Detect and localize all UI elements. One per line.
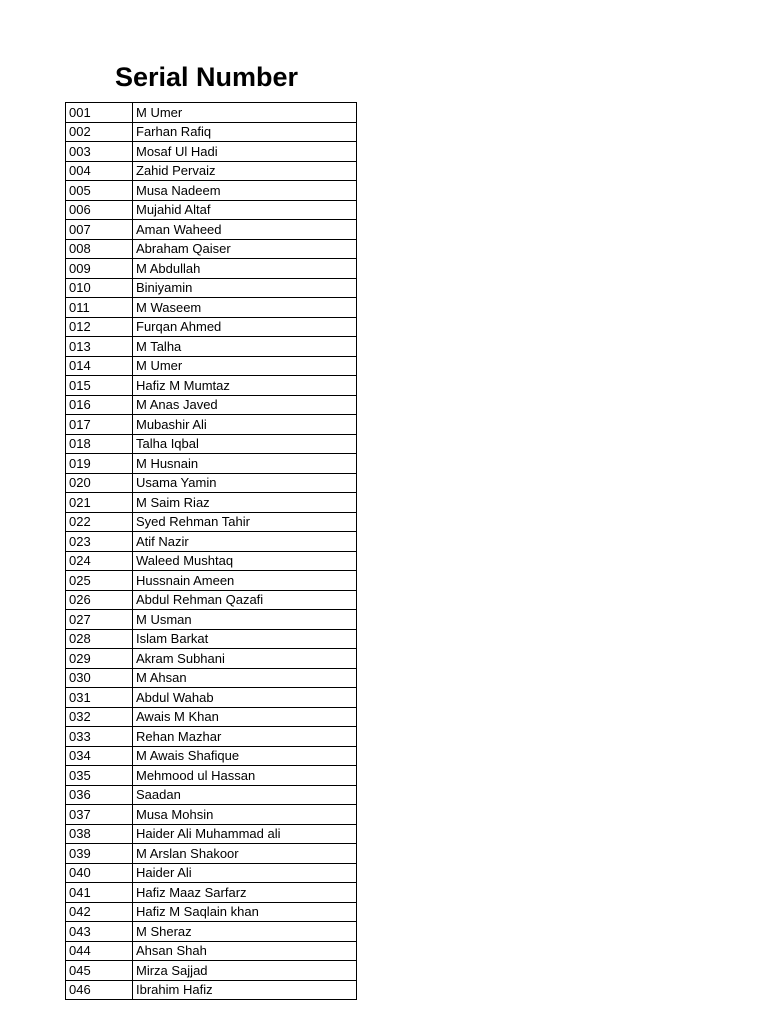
table-row (66, 551, 357, 571)
table-row (66, 571, 357, 591)
person-name-cell: Atif Nazir (133, 532, 357, 552)
table-row (66, 493, 357, 513)
person-name-cell: Hussnain Ameen (133, 571, 357, 591)
table-row (66, 961, 357, 981)
person-name-cell: Usama Yamin (133, 473, 357, 493)
serial-number-cell: 034 (66, 746, 133, 766)
person-name-cell: Haider Ali Muhammad ali (133, 824, 357, 844)
serial-number-cell: 001 (66, 103, 133, 123)
serial-number-cell: 030 (66, 668, 133, 688)
table-row (66, 239, 357, 259)
table-row (66, 298, 357, 318)
person-name-cell: M Sheraz (133, 922, 357, 942)
person-name-cell: Awais M Khan (133, 707, 357, 727)
person-name-cell: M Ahsan (133, 668, 357, 688)
serial-number-cell: 002 (66, 122, 133, 142)
serial-number-cell: 008 (66, 239, 133, 259)
serial-number-cell: 046 (66, 980, 133, 1000)
person-name-cell: Islam Barkat (133, 629, 357, 649)
person-name-cell: M Abdullah (133, 259, 357, 279)
table-row (66, 707, 357, 727)
serial-number-cell: 009 (66, 259, 133, 279)
person-name-cell: M Usman (133, 610, 357, 630)
person-name-cell: Akram Subhani (133, 649, 357, 669)
serial-number-cell: 015 (66, 376, 133, 396)
table-row (66, 278, 357, 298)
table-row (66, 161, 357, 181)
person-name-cell: Mosaf Ul Hadi (133, 142, 357, 162)
table-row (66, 766, 357, 786)
serial-number-cell: 024 (66, 551, 133, 571)
serial-number-cell: 041 (66, 883, 133, 903)
person-name-cell: M Saim Riaz (133, 493, 357, 513)
serial-number-cell: 025 (66, 571, 133, 591)
serial-number-cell: 006 (66, 200, 133, 220)
serial-number-cell: 038 (66, 824, 133, 844)
table-row (66, 863, 357, 883)
person-name-cell: M Awais Shafique (133, 746, 357, 766)
person-name-cell: Farhan Rafiq (133, 122, 357, 142)
person-name-cell: Mirza Sajjad (133, 961, 357, 981)
person-name-cell: Mujahid Altaf (133, 200, 357, 220)
serial-number-cell: 044 (66, 941, 133, 961)
person-name-cell: Abdul Rehman Qazafi (133, 590, 357, 610)
person-name-cell: Biniyamin (133, 278, 357, 298)
person-name-cell: Saadan (133, 785, 357, 805)
person-name-cell: Zahid Pervaiz (133, 161, 357, 181)
serial-number-cell: 016 (66, 395, 133, 415)
serial-number-cell: 029 (66, 649, 133, 669)
serial-number-cell: 026 (66, 590, 133, 610)
table-row (66, 103, 357, 123)
table-row (66, 844, 357, 864)
serial-number-cell: 023 (66, 532, 133, 552)
person-name-cell: Rehan Mazhar (133, 727, 357, 747)
serial-number-cell: 032 (66, 707, 133, 727)
serial-number-cell: 013 (66, 337, 133, 357)
table-row (66, 317, 357, 337)
table-row (66, 142, 357, 162)
person-name-cell: M Talha (133, 337, 357, 357)
table-row (66, 376, 357, 396)
serial-number-cell: 042 (66, 902, 133, 922)
person-name-cell: Hafiz M Mumtaz (133, 376, 357, 396)
person-name-cell: Mubashir Ali (133, 415, 357, 435)
serial-number-cell: 028 (66, 629, 133, 649)
person-name-cell: Musa Nadeem (133, 181, 357, 201)
table-row (66, 356, 357, 376)
serial-number-cell: 020 (66, 473, 133, 493)
serial-number-cell: 007 (66, 220, 133, 240)
person-name-cell: Hafiz Maaz Sarfarz (133, 883, 357, 903)
serial-number-cell: 012 (66, 317, 133, 337)
serial-number-cell: 018 (66, 434, 133, 454)
person-name-cell: Furqan Ahmed (133, 317, 357, 337)
table-row (66, 668, 357, 688)
table-row (66, 181, 357, 201)
serial-number-cell: 010 (66, 278, 133, 298)
table-row (66, 532, 357, 552)
person-name-cell: Abdul Wahab (133, 688, 357, 708)
table-row (66, 649, 357, 669)
table-row (66, 220, 357, 240)
table-row (66, 200, 357, 220)
person-name-cell: Ahsan Shah (133, 941, 357, 961)
person-name-cell: Mehmood ul Hassan (133, 766, 357, 786)
table-row (66, 512, 357, 532)
person-name-cell: Talha Iqbal (133, 434, 357, 454)
table-row (66, 434, 357, 454)
serial-number-cell: 045 (66, 961, 133, 981)
person-name-cell: Hafiz M Saqlain khan (133, 902, 357, 922)
table-row (66, 590, 357, 610)
serial-number-cell: 005 (66, 181, 133, 201)
table-row (66, 610, 357, 630)
person-name-cell: M Husnain (133, 454, 357, 474)
person-name-cell: M Umer (133, 103, 357, 123)
table-row (66, 805, 357, 825)
serial-number-cell: 014 (66, 356, 133, 376)
table-row (66, 629, 357, 649)
table-row (66, 883, 357, 903)
serial-number-cell: 035 (66, 766, 133, 786)
table-row (66, 337, 357, 357)
serial-number-cell: 011 (66, 298, 133, 318)
table-row (66, 415, 357, 435)
page-title: Serial Number (115, 62, 299, 92)
person-name-cell: M Waseem (133, 298, 357, 318)
serial-number-cell: 021 (66, 493, 133, 513)
serial-number-cell: 043 (66, 922, 133, 942)
table-row (66, 727, 357, 747)
serial-number-cell: 017 (66, 415, 133, 435)
person-name-cell: Abraham Qaiser (133, 239, 357, 259)
serial-number-cell: 040 (66, 863, 133, 883)
serial-table (65, 102, 357, 1000)
table-row (66, 454, 357, 474)
serial-number-cell: 019 (66, 454, 133, 474)
serial-number-cell: 037 (66, 805, 133, 825)
serial-table-body (66, 103, 357, 1000)
table-row (66, 941, 357, 961)
table-row (66, 122, 357, 142)
serial-number-cell: 027 (66, 610, 133, 630)
table-row (66, 688, 357, 708)
table-row (66, 785, 357, 805)
table-row (66, 922, 357, 942)
person-name-cell: Syed Rehman Tahir (133, 512, 357, 532)
person-name-cell: Haider Ali (133, 863, 357, 883)
table-row (66, 259, 357, 279)
serial-number-cell: 039 (66, 844, 133, 864)
serial-number-cell: 033 (66, 727, 133, 747)
person-name-cell: Musa Mohsin (133, 805, 357, 825)
serial-number-cell: 036 (66, 785, 133, 805)
serial-number-cell: 031 (66, 688, 133, 708)
person-name-cell: Waleed Mushtaq (133, 551, 357, 571)
person-name-cell: M Arslan Shakoor (133, 844, 357, 864)
table-row (66, 746, 357, 766)
table-row (66, 395, 357, 415)
person-name-cell: Ibrahim Hafiz (133, 980, 357, 1000)
serial-number-cell: 022 (66, 512, 133, 532)
person-name-cell: Aman Waheed (133, 220, 357, 240)
person-name-cell: M Anas Javed (133, 395, 357, 415)
table-row (66, 824, 357, 844)
person-name-cell: M Umer (133, 356, 357, 376)
serial-number-cell: 003 (66, 142, 133, 162)
table-row (66, 980, 357, 1000)
serial-number-cell: 004 (66, 161, 133, 181)
table-row (66, 473, 357, 493)
table-row (66, 902, 357, 922)
